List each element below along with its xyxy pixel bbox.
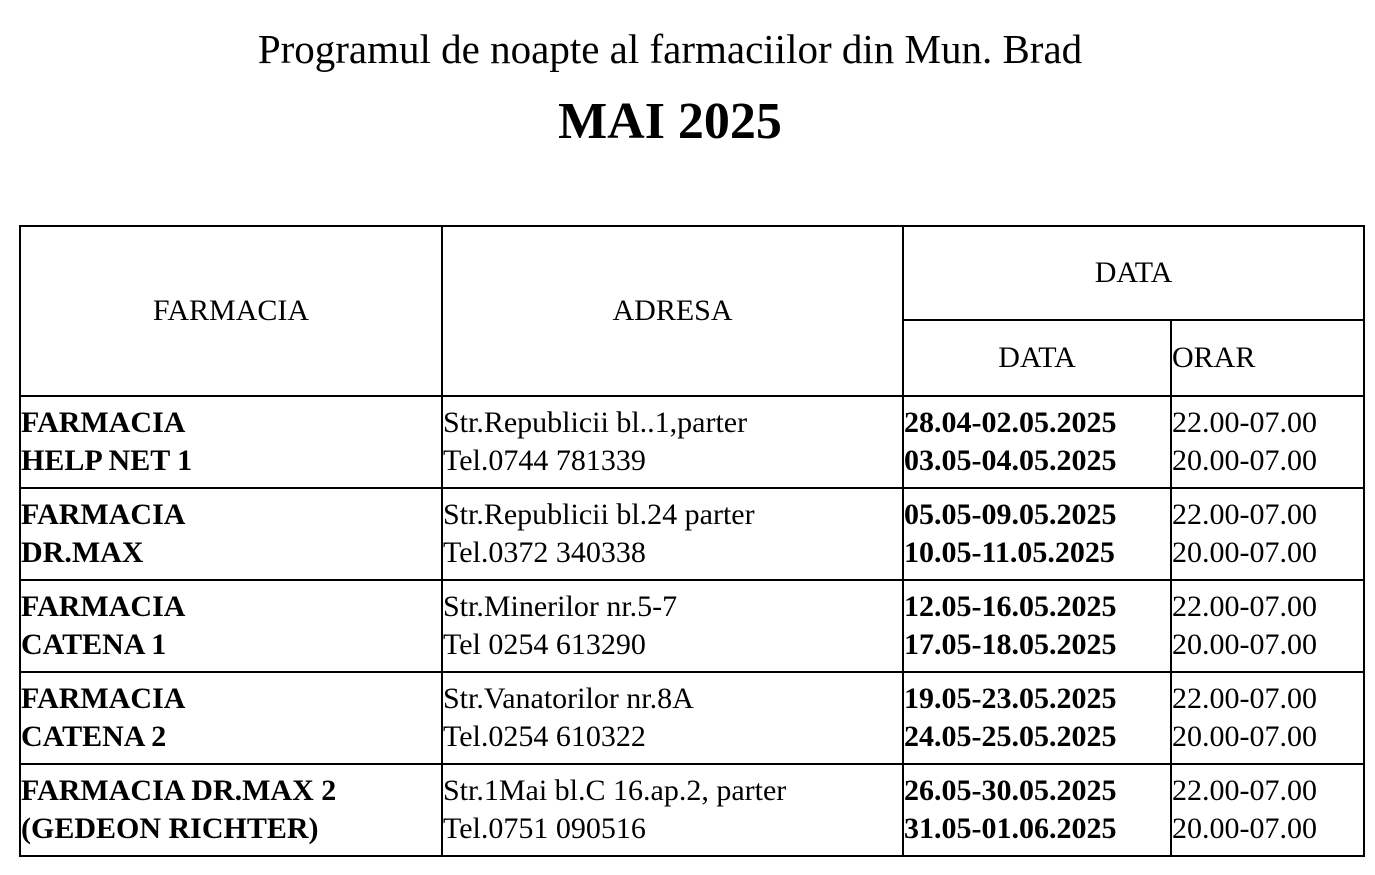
- header-row: [20, 226, 1364, 320]
- phone-number: Tel.0372 340338: [443, 536, 646, 569]
- date-range: 05.05-09.05.2025: [904, 498, 1117, 531]
- table-row: [20, 396, 1364, 488]
- time-range: 22.00-07.00: [1172, 498, 1317, 531]
- date-range: 26.05-30.05.2025: [904, 774, 1117, 807]
- table-row: [20, 672, 1364, 764]
- date-range: 24.05-25.05.2025: [904, 720, 1117, 753]
- address-cell: [442, 580, 903, 672]
- street-address: Str.Vanatorilor nr.8A: [443, 682, 694, 715]
- street-address: Str.1Mai bl.C 16.ap.2, parter: [443, 774, 787, 807]
- date-cell: [903, 764, 1171, 856]
- time-range: 20.00-07.00: [1172, 812, 1317, 845]
- date-range: 19.05-23.05.2025: [904, 682, 1117, 715]
- header-date-group: DATA: [903, 226, 1364, 320]
- header-pharmacy: FARMACIA: [20, 226, 442, 396]
- document-month: MAI 2025: [558, 93, 782, 150]
- date-range: 10.05-11.05.2025: [904, 536, 1115, 569]
- schedule-cell: [1171, 672, 1364, 764]
- date-cell: [903, 580, 1171, 672]
- schedule-cell: [1171, 488, 1364, 580]
- pharmacy-name-line: DR.MAX: [21, 536, 144, 569]
- address-cell: [442, 396, 903, 488]
- date-cell: [903, 672, 1171, 764]
- schedule-cell: [1171, 396, 1364, 488]
- table-row: [20, 580, 1364, 672]
- phone-number: Tel 0254 613290: [443, 628, 646, 661]
- date-cell: [903, 396, 1171, 488]
- table-body: [20, 396, 1364, 856]
- time-range: 22.00-07.00: [1172, 774, 1317, 807]
- pharmacy-name-cell: [20, 488, 442, 580]
- time-range: 22.00-07.00: [1172, 590, 1317, 623]
- address-cell: [442, 488, 903, 580]
- pharmacy-name-cell: [20, 672, 442, 764]
- time-range: 20.00-07.00: [1172, 628, 1317, 661]
- pharmacy-name-line: FARMACIA DR.MAX 2: [21, 774, 337, 807]
- pharmacy-name-line: FARMACIA: [21, 590, 186, 623]
- pharmacy-schedule-table: [19, 225, 1365, 857]
- document-title: Programul de noapte al farmaciilor din Mun. Brad: [257, 26, 1083, 72]
- time-range: 20.00-07.00: [1172, 536, 1317, 569]
- pharmacy-name-cell: [20, 580, 442, 672]
- header-schedule: ORAR: [1171, 320, 1364, 396]
- pharmacy-name-cell: [20, 764, 442, 856]
- pharmacy-name-line: CATENA 1: [21, 628, 167, 661]
- header-date: DATA: [903, 320, 1171, 396]
- pharmacy-name-line: (GEDEON RICHTER): [21, 812, 319, 845]
- pharmacy-name-line: FARMACIA: [21, 682, 186, 715]
- phone-number: Tel.0751 090516: [443, 812, 646, 845]
- date-range: 28.04-02.05.2025: [904, 406, 1117, 439]
- pharmacy-name-line: FARMACIA: [21, 406, 186, 439]
- time-range: 22.00-07.00: [1172, 406, 1317, 439]
- time-range: 22.00-07.00: [1172, 682, 1317, 715]
- date-range: 03.05-04.05.2025: [904, 444, 1117, 477]
- schedule-cell: [1171, 764, 1364, 856]
- pharmacy-name-line: CATENA 2: [21, 720, 167, 753]
- pharmacy-name-line: HELP NET 1: [21, 444, 193, 477]
- address-cell: [442, 672, 903, 764]
- table-header: [20, 226, 1364, 396]
- table-row: [20, 488, 1364, 580]
- time-range: 20.00-07.00: [1172, 444, 1317, 477]
- date-cell: [903, 488, 1171, 580]
- table-row: [20, 764, 1364, 856]
- pharmacy-name-cell: [20, 396, 442, 488]
- phone-number: Tel.0744 781339: [443, 444, 646, 477]
- date-range: 17.05-18.05.2025: [904, 628, 1117, 661]
- date-range: 31.05-01.06.2025: [904, 812, 1117, 845]
- time-range: 20.00-07.00: [1172, 720, 1317, 753]
- schedule-cell: [1171, 580, 1364, 672]
- pharmacy-name-line: FARMACIA: [21, 498, 186, 531]
- street-address: Str.Republicii bl..1,parter: [443, 406, 748, 439]
- header-address: ADRESA: [442, 226, 903, 396]
- phone-number: Tel.0254 610322: [443, 720, 646, 753]
- address-cell: [442, 764, 903, 856]
- date-range: 12.05-16.05.2025: [904, 590, 1117, 623]
- street-address: Str.Republicii bl.24 parter: [443, 498, 755, 531]
- street-address: Str.Minerilor nr.5-7: [443, 590, 678, 623]
